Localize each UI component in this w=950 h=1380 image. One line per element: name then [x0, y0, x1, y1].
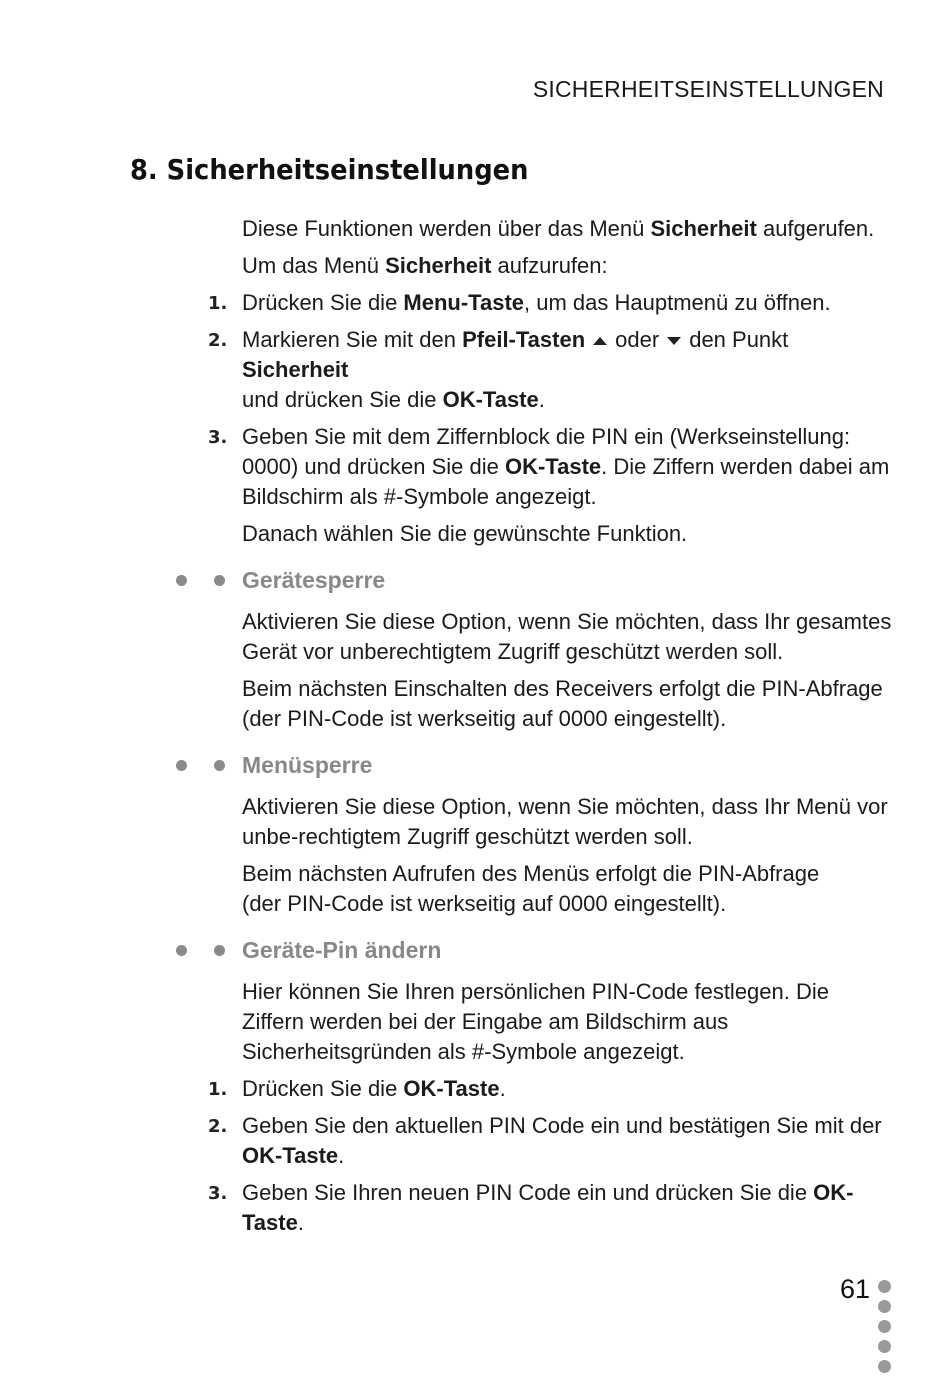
dot-bullet-icon [176, 945, 226, 957]
step-number: 3. [208, 1183, 228, 1204]
page-number: 61 [839, 1274, 870, 1304]
dot-bullet-icon [176, 760, 226, 772]
content-body [208, 214, 892, 1245]
step-text: Markieren Sie mit den [242, 327, 463, 352]
intro-text: Diese Funktionen werden über das Menü [242, 216, 651, 241]
step-text: oder [615, 327, 660, 352]
section-heading [242, 565, 892, 597]
step-text: und drücken Sie die [242, 387, 443, 412]
list-item [208, 1074, 892, 1104]
step-number: 3. [208, 427, 228, 448]
list-item [208, 325, 892, 415]
section-text: (der PIN-Code ist werkseitig auf 0000 eingestellt). [242, 706, 727, 731]
section-paragraph: Hier können Sie Ihren persönlichen PIN-Code festlegen. Die Ziffern werden bei der Eingabe am Bildschirm aus Sicherheitsgründen als #-Symbole angezeigt. [242, 979, 829, 1064]
list-item [208, 422, 892, 512]
step-number: 2. [208, 330, 228, 351]
menu-name-bold: Sicherheit [242, 357, 349, 382]
intro-text: Um das Menü [242, 253, 386, 278]
step-text: Drücken Sie die [242, 1076, 404, 1101]
section-paragraph: Aktivieren Sie diese Option, wenn Sie möchten, dass Ihr Menü vor unbe-rechtigtem Zugriff geschützt werden soll. [242, 794, 888, 849]
section-text: (der PIN-Code ist werkseitig auf 0000 eingestellt). [242, 891, 727, 916]
key-name-bold: Pfeil-Tasten [462, 327, 586, 352]
section-paragraph: Aktivieren Sie diese Option, wenn Sie möchten, dass Ihr gesamtes Gerät vor unberechtigtem Zugriff geschützt werden soll. [242, 609, 892, 664]
step-number: 2. [208, 1116, 228, 1137]
section-text: Beim nächsten Einschalten des Receivers erfolgt die PIN-Abfrage [242, 676, 883, 701]
section-pin-aendern [208, 935, 892, 1238]
key-name-bold: OK-Taste [442, 387, 539, 412]
key-name-bold: Menu-Taste [403, 290, 525, 315]
key-name-bold: OK-Taste [242, 1180, 854, 1235]
step-text: Geben Sie mit dem Ziffernblock die PIN ein (Werkseinstellung: 0000) und drücken Sie die [242, 424, 851, 479]
list-item [208, 1178, 892, 1238]
intro-paragraph-2 [242, 251, 892, 281]
step-text: . [297, 1210, 304, 1235]
step-number: 1. [208, 293, 228, 314]
step-text: . [538, 387, 545, 412]
step-number: 1. [208, 1079, 228, 1100]
section-paragraph [242, 859, 892, 919]
dot-bullet-icon [176, 575, 226, 587]
intro-text: aufgerufen. [756, 216, 875, 241]
step-text: den Punkt [689, 327, 789, 352]
step-text: . [499, 1076, 506, 1101]
list-item [208, 1111, 892, 1171]
triangle-down-icon [667, 337, 681, 345]
intro-text: aufzurufen: [491, 253, 608, 278]
step-text: Geben Sie Ihren neuen PIN Code ein und drücken Sie die [242, 1180, 814, 1205]
section-text: Beim nächsten Aufrufen des Menüs erfolgt die PIN-Abfrage [242, 861, 820, 886]
menu-name-bold: Sicherheit [385, 253, 492, 278]
intro-paragraph-1 [242, 214, 892, 244]
section-title: Geräte-Pin ändern [242, 937, 442, 963]
key-name-bold: OK-Taste [403, 1076, 500, 1101]
section-heading [242, 935, 892, 967]
section-menuesperre [242, 750, 892, 919]
chapter-title: 8. Sicherheitseinstellungen [130, 153, 529, 186]
section-paragraph [242, 674, 892, 734]
steps-main-list [208, 288, 892, 512]
dot-column-icon [878, 1280, 892, 1380]
section-geraetesperre [242, 565, 892, 734]
list-item [208, 288, 892, 318]
running-header: SICHERHEITSEINSTELLUNGEN [532, 76, 884, 102]
key-name-bold: OK-Taste [504, 454, 602, 479]
triangle-up-icon [593, 337, 607, 345]
step-text: , um das Hauptmenü zu öffnen. [524, 290, 831, 315]
after-steps-text: Danach wählen Sie die gewünschte Funktion. [242, 521, 688, 546]
section-title: Menüsperre [242, 752, 373, 778]
step-text: . [338, 1143, 345, 1168]
section-heading [242, 750, 892, 782]
menu-name-bold: Sicherheit [650, 216, 757, 241]
step-text: Geben Sie den aktuellen PIN Code ein und bestätigen Sie mit der [242, 1113, 882, 1138]
step-text: Drücken Sie die [242, 290, 404, 315]
section-title: Gerätesperre [242, 567, 386, 593]
steps-pin-list [208, 1074, 892, 1238]
step-text: . Die Ziffern werden dabei am Bildschirm als #-Symbole angezeigt. [242, 454, 890, 509]
key-name-bold: OK-Taste [242, 1143, 339, 1168]
